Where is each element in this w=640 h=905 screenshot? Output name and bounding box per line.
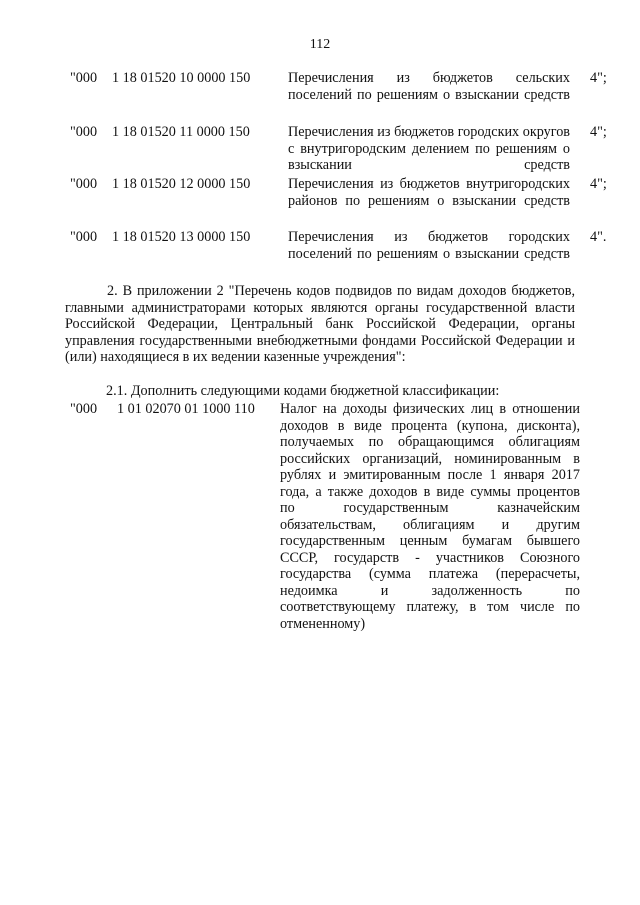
code-suffix: 4";: [590, 176, 607, 192]
code-prefix: "000: [70, 70, 98, 86]
subparagraph-2-1: 2.1. Дополнить следующими кодами бюджетной классификации:: [106, 383, 500, 399]
code-prefix: "000: [70, 229, 98, 245]
paragraph-number: 2.: [107, 283, 118, 299]
code-suffix: 4".: [590, 229, 607, 245]
budget-code: 1 18 01520 12 0000 150: [112, 176, 251, 192]
code-prefix: "000: [70, 401, 98, 417]
code-description: Перечисления из бюджетов городских поселений по решениям о взыскании средств: [288, 229, 570, 262]
budget-code: 1 01 02070 01 1000 110: [117, 401, 255, 417]
paragraph-text: В приложении 2 "Перечень кодов подвидов по видам доходов бюджетов, главными администраторами которых являются органы государственной власти Российской Федерации, Центральный банк Российской Федерации, органы управления государственными внебюджетными фондами Российской Федерации и (или) находящиеся в их ведении казенные учреждения":: [65, 283, 575, 365]
code-prefix: "000: [70, 176, 98, 192]
budget-code: 1 18 01520 13 0000 150: [112, 229, 251, 245]
code-description: Перечисления из бюджетов городских округов с внутригородским делением по решениям о взыскании средств: [288, 124, 570, 173]
code-description: Перечисления из бюджетов сельских поселений по решениям о взыскании средств: [288, 70, 570, 103]
budget-code: 1 18 01520 11 0000 150: [112, 124, 250, 140]
code-description: Налог на доходы физических лиц в отношении доходов в виде процента (купона, дисконта), получаемых по обращающимся облигациям российских организаций, номинированным в рублях и эмитированным после 1 января 2017 года, а также доходов в виде суммы процентов по государственным казначейским обязательствам, облигациям и другим государственным ценным бумагам бывшего СССР, государств - участников Союзного государства (сумма платежа (перерасчеты, недоимка и задолженность по соответствующему платежу, в том числе по отмененному): [280, 401, 580, 632]
code-suffix: 4";: [590, 124, 607, 140]
code-suffix: 4";: [590, 70, 607, 86]
page-number: 112: [309, 37, 331, 52]
code-description: Перечисления из бюджетов внутригородских районов по решениям о взыскании средств: [288, 176, 570, 209]
paragraph-2: [65, 283, 575, 366]
budget-code: 1 18 01520 10 0000 150: [112, 70, 251, 86]
code-prefix: "000: [70, 124, 98, 140]
